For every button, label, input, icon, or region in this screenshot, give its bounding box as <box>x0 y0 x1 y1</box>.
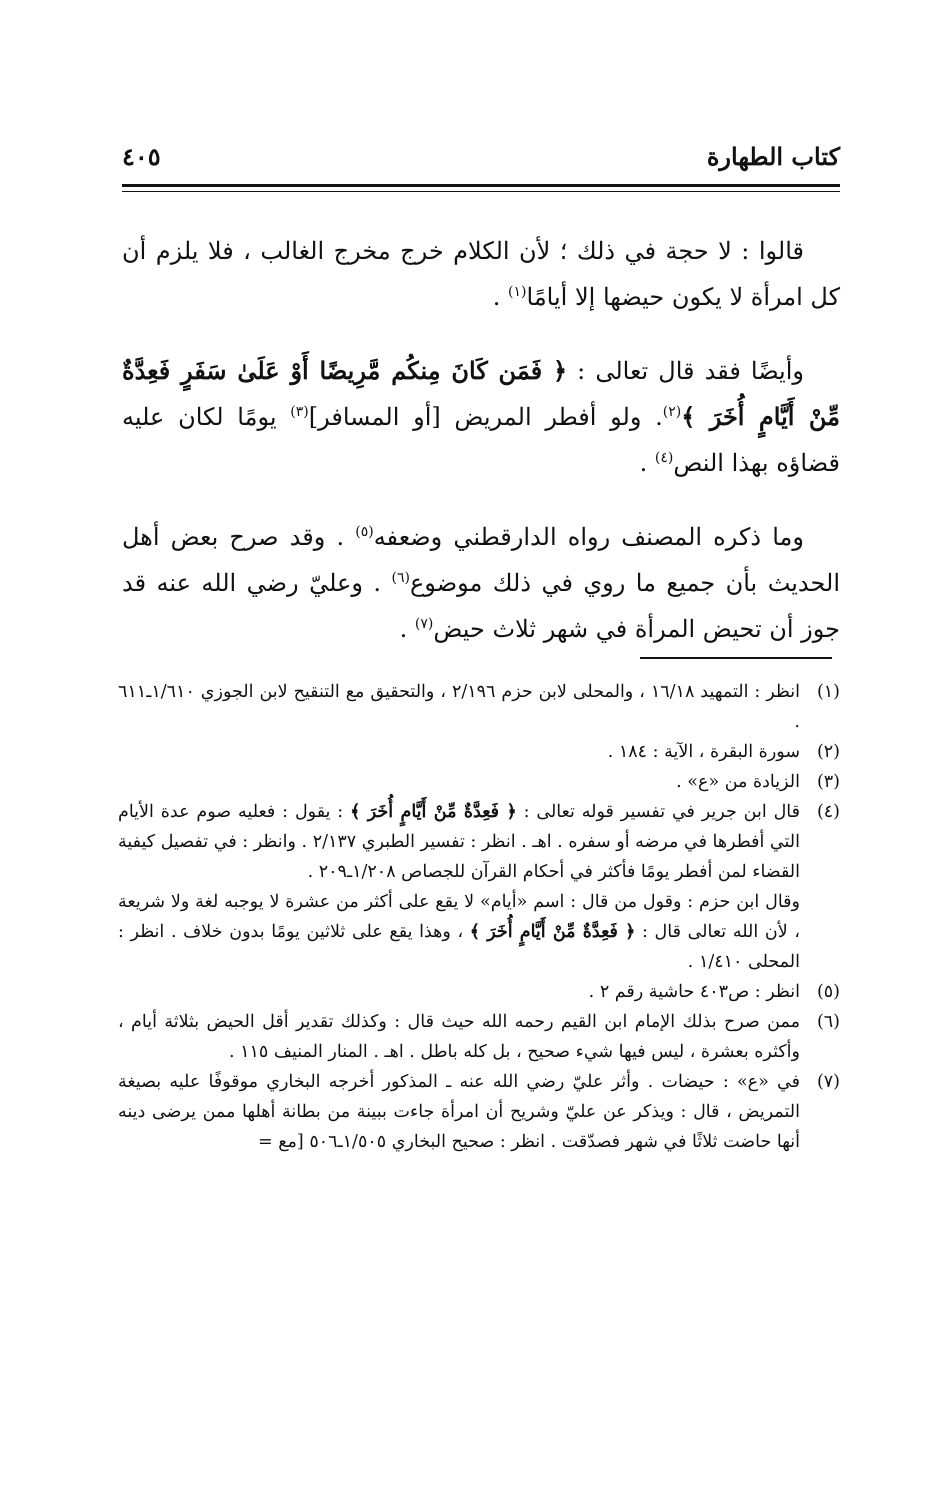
footnote-7 <box>118 1067 840 1157</box>
footnote-marker: (٧) <box>816 1072 840 1092</box>
paragraph-1 <box>122 228 840 320</box>
p2-end: . <box>639 449 655 477</box>
p3-text-a: وما ذكره المصنف رواه الدارقطني وضعفه <box>373 523 804 551</box>
footnote-ref-6: (٦) <box>391 570 410 586</box>
footnote-ref-2: (٢) <box>662 404 682 420</box>
fn4-text-b: : يقول : فعليه صوم عدة الأيام التي أفطرها في مرضه أو سفره . اهـ . انظر : تفسير الطبري ٢/١٣٧ . وانظر : في تفصيل كيفية القضاء لمن أفطر يومًا فأكثر في أحكام القرآن للجصاص ١/٢٠٨ـ٢٠٩ . <box>118 802 800 882</box>
p2-text-c: يومًا لكان عليه قضاؤه بهذا النص <box>122 403 840 477</box>
footnote-ref-4: (٤) <box>654 450 674 466</box>
footnote-separator <box>640 657 832 659</box>
page-header <box>122 142 840 182</box>
quran-verse: ﴿ فَمَن كَانَ مِنكُم مَّرِيضًا أَوْ عَلَىٰ سَفَرٍ فَعِدَّةٌ مِّنْ أَيَّامٍ أُخَرَ ﴾ <box>122 356 840 431</box>
footnote-marker: (٦) <box>816 1012 840 1032</box>
paragraph-2 <box>122 348 840 486</box>
footnote-4 <box>118 797 840 887</box>
footnote-marker: (٥) <box>816 982 840 1002</box>
chapter-title: كتاب الطهارة <box>706 142 840 171</box>
footnote-text: الزيادة من «ع» . <box>676 772 800 792</box>
fn4-quran: ﴿ فَعِدَّةٌ مِّنْ أَيَّامٍ أُخَرَ ﴾ <box>350 802 517 822</box>
footnote-marker: (٤) <box>816 802 840 822</box>
footnote-6 <box>118 1007 840 1067</box>
p2-text-a: وأيضًا فقد قال تعالى : <box>567 357 804 385</box>
fn4-text-d: ، وهذا يقع على ثلاثين يومًا بدون خلاف . انظر : المحلى ١/٤١٠ . <box>118 922 800 972</box>
header-rule-thick <box>122 184 840 187</box>
footnote-marker: (٣) <box>816 772 840 792</box>
footnote-ref-5: (٥) <box>355 524 374 540</box>
fn4-quran-2: ﴿ فَعِدَّةٌ مِّنْ أَيَّامٍ أُخَرَ ﴾ <box>469 922 636 942</box>
fn4-text-a: قال ابن جرير في تفسير قوله تعالى : <box>516 802 800 822</box>
footnote-3 <box>118 767 840 797</box>
paragraph-3 <box>122 514 840 652</box>
footnote-2 <box>118 737 840 767</box>
p3-end: . <box>399 615 415 643</box>
p1-end: . <box>492 283 509 311</box>
p3-text-b: . وقد صرح بعض أهل الحديث بأن جميع ما روي في ذلك موضوع <box>122 523 841 597</box>
header-rule-thin <box>122 191 840 192</box>
footnotes <box>118 677 840 1157</box>
footnote-text: في «ع» : حيضات . وأثر عليّ رضي الله عنه ـ المذكور أخرجه البخاري موقوفًا عليه بصيغة التمريض ، قال : ويذكر عن عليّ وشريح أن امرأة جاءت ببينة من بطانة أهلها ممن يرضى دينه أنها حاضت ثلاثًا في شهر فصدّقت . انظر : صحيح البخاري ١/٥٠٥ـ٥٠٦ [مع = <box>118 1072 800 1152</box>
footnote-marker: (١) <box>816 682 840 702</box>
p1-text: قالوا : لا حجة في ذلك ؛ لأن الكلام خرج مخرج الغالب ، فلا يلزم أن كل امرأة لا يكون حيضها إلا أيامًا <box>122 237 840 311</box>
footnote-ref-3: (٣) <box>290 404 309 420</box>
footnote-4-continuation <box>118 887 840 977</box>
footnote-1 <box>118 677 840 737</box>
footnote-text: سورة البقرة ، الآية : ١٨٤ . <box>607 742 800 762</box>
page-number: ٤٠٥ <box>122 142 161 171</box>
footnote-text: ممن صرح بذلك الإمام ابن القيم رحمه الله حيث قال : وكذلك تقدير أقل الحيض بثلاثة أيام ، وأكثره بعشرة ، ليس فيها شيء صحيح ، بل كله باطل . اهـ . المنار المنيف ١١٥ . <box>118 1012 800 1062</box>
fn4-text-c: وقال ابن حزم : وقول من قال : اسم «أيام» لا يقع على أكثر من عشرة لا يوجبه لغة ولا شريعة ، لأن الله تعالى قال : <box>118 892 800 942</box>
footnote-ref-7: (٧) <box>414 616 434 632</box>
footnote-5 <box>118 977 840 1007</box>
footnote-text <box>118 797 800 887</box>
footnote-marker: (٢) <box>816 742 840 762</box>
footnote-ref-1: (١) <box>508 284 527 300</box>
footnote-text: انظر : التمهيد ١٦/١٨ ، والمحلى لابن حزم ٢/١٩٦ ، والتحقيق مع التنقيح لابن الجوزي ١/٦١٠ـ٦١١ . <box>118 682 801 732</box>
p3-text-c: . وعليّ رضي الله عنه قد جوز أن تحيض المرأة في شهر ثلاث حيض <box>122 569 840 643</box>
main-text <box>122 228 840 680</box>
p2-text-b: . ولو أفطر المريض [أو المسافر] <box>308 403 663 431</box>
footnote-text: انظر : ص٤٠٣ حاشية رقم ٢ . <box>588 982 800 1002</box>
